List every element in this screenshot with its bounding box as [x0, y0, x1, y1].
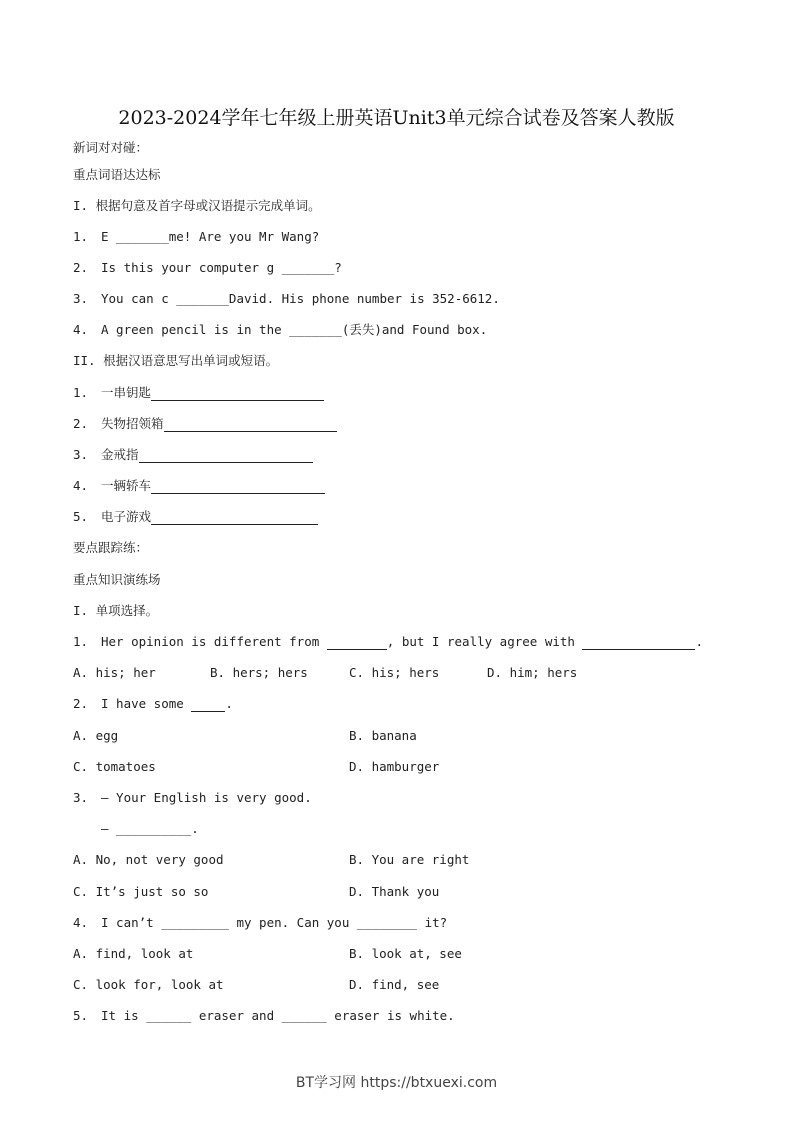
section2-title: II. 根据汉语意思写出单词或短语。: [73, 353, 279, 368]
option-d[interactable]: D. find, see: [349, 977, 440, 992]
option-b[interactable]: B. banana: [349, 728, 417, 743]
sec1-question: [73, 229, 319, 245]
section3-title: I. 单项选择。: [73, 603, 159, 618]
sec2-question: [73, 478, 325, 494]
answer-blank[interactable]: [151, 386, 324, 401]
question-number: 2.: [73, 696, 89, 711]
question-text: You can c _______David. His phone number is 352-6612.: [101, 291, 500, 306]
question-text: I have some: [101, 696, 192, 711]
option-a[interactable]: A. find, look at: [73, 946, 194, 961]
sec2-question: [73, 416, 337, 432]
heading-practice: 要点跟踪练：: [73, 540, 149, 555]
answer-blank[interactable]: [164, 417, 337, 432]
option-c[interactable]: C. tomatoes: [73, 759, 156, 774]
question-number: 3.: [73, 790, 89, 805]
answer-blank[interactable]: [151, 479, 325, 494]
mc-question-4: [73, 915, 447, 931]
question-number: 3.: [73, 291, 89, 306]
question-text: Is this your computer g _______?: [101, 260, 342, 275]
option-b[interactable]: B. hers; hers: [210, 665, 308, 680]
answer-blank[interactable]: [327, 635, 387, 650]
sec2-question: [73, 385, 324, 401]
question-number: 2.: [73, 260, 89, 275]
question-number: 3.: [73, 447, 89, 462]
question-number: 4.: [73, 478, 89, 493]
option-d[interactable]: D. hamburger: [349, 759, 440, 774]
option-a[interactable]: A. egg: [73, 728, 119, 743]
sec2-question: [73, 509, 318, 525]
question-text: , but I really agree with: [386, 634, 583, 649]
section1-title: I. 根据句意及首字母或汉语提示完成单词。: [73, 198, 321, 213]
question-number: 1.: [73, 385, 89, 400]
sec1-question: [73, 322, 487, 338]
mc-question-3: [73, 790, 312, 806]
option-b[interactable]: B. You are right: [349, 852, 470, 867]
answer-blank[interactable]: [191, 697, 225, 712]
mc-question-2: [73, 696, 233, 712]
answer-blank[interactable]: [139, 448, 313, 463]
option-c[interactable]: C. It’s just so so: [73, 884, 209, 899]
answer-blank[interactable]: [151, 510, 318, 525]
heading-key-words: 重点词语达达标: [73, 167, 161, 182]
question-text: Her opinion is different from: [101, 634, 327, 649]
footer-watermark: BT学习网 https://btxuexi.com: [295, 1075, 498, 1091]
question-text: 一辆轿车: [101, 478, 152, 493]
option-d[interactable]: D. him; hers: [487, 665, 578, 680]
question-text: .: [225, 696, 233, 711]
question-text: A green pencil is in the _______(丢失)and Found box.: [101, 322, 488, 337]
sec1-question: [73, 260, 342, 276]
mc-question-1: [73, 634, 703, 650]
option-b[interactable]: B. look at, see: [349, 946, 462, 961]
question-number: 5.: [73, 509, 89, 524]
option-a[interactable]: A. his; her: [73, 665, 156, 680]
option-d[interactable]: D. Thank you: [349, 884, 440, 899]
question-text: .: [695, 634, 703, 649]
question-text: — Your English is very good.: [101, 790, 312, 805]
heading-knowledge: 重点知识演练场: [73, 572, 161, 587]
option-c[interactable]: C. his; hers: [349, 665, 440, 680]
heading-new-words: 新词对对碰：: [73, 140, 149, 155]
question-response-line: — __________.: [101, 821, 199, 836]
answer-blank[interactable]: [582, 635, 695, 650]
question-text: It is ______ eraser and ______ eraser is white.: [101, 1008, 455, 1023]
sec2-question: [73, 447, 313, 463]
question-text: I can’t _________ my pen. Can you ________ it?: [101, 915, 448, 930]
question-text: 金戒指: [101, 447, 139, 462]
question-text: 失物招领箱: [101, 416, 164, 431]
document-title: 2023-2024学年七年级上册英语Unit3单元综合试卷及答案人教版: [118, 107, 675, 129]
question-text: 一串钥匙: [101, 385, 152, 400]
question-number: 2.: [73, 416, 89, 431]
mc-question-5: [73, 1008, 455, 1024]
question-number: 4.: [73, 915, 89, 930]
option-a[interactable]: A. No, not very good: [73, 852, 224, 867]
question-text: 电子游戏: [101, 509, 152, 524]
question-number: 1.: [73, 634, 89, 649]
question-number: 4.: [73, 322, 89, 337]
sec1-question: [73, 291, 500, 307]
question-number: 5.: [73, 1008, 89, 1023]
option-c[interactable]: C. look for, look at: [73, 977, 224, 992]
question-number: 1.: [73, 229, 89, 244]
question-text: E _______me! Are you Mr Wang?: [101, 229, 320, 244]
